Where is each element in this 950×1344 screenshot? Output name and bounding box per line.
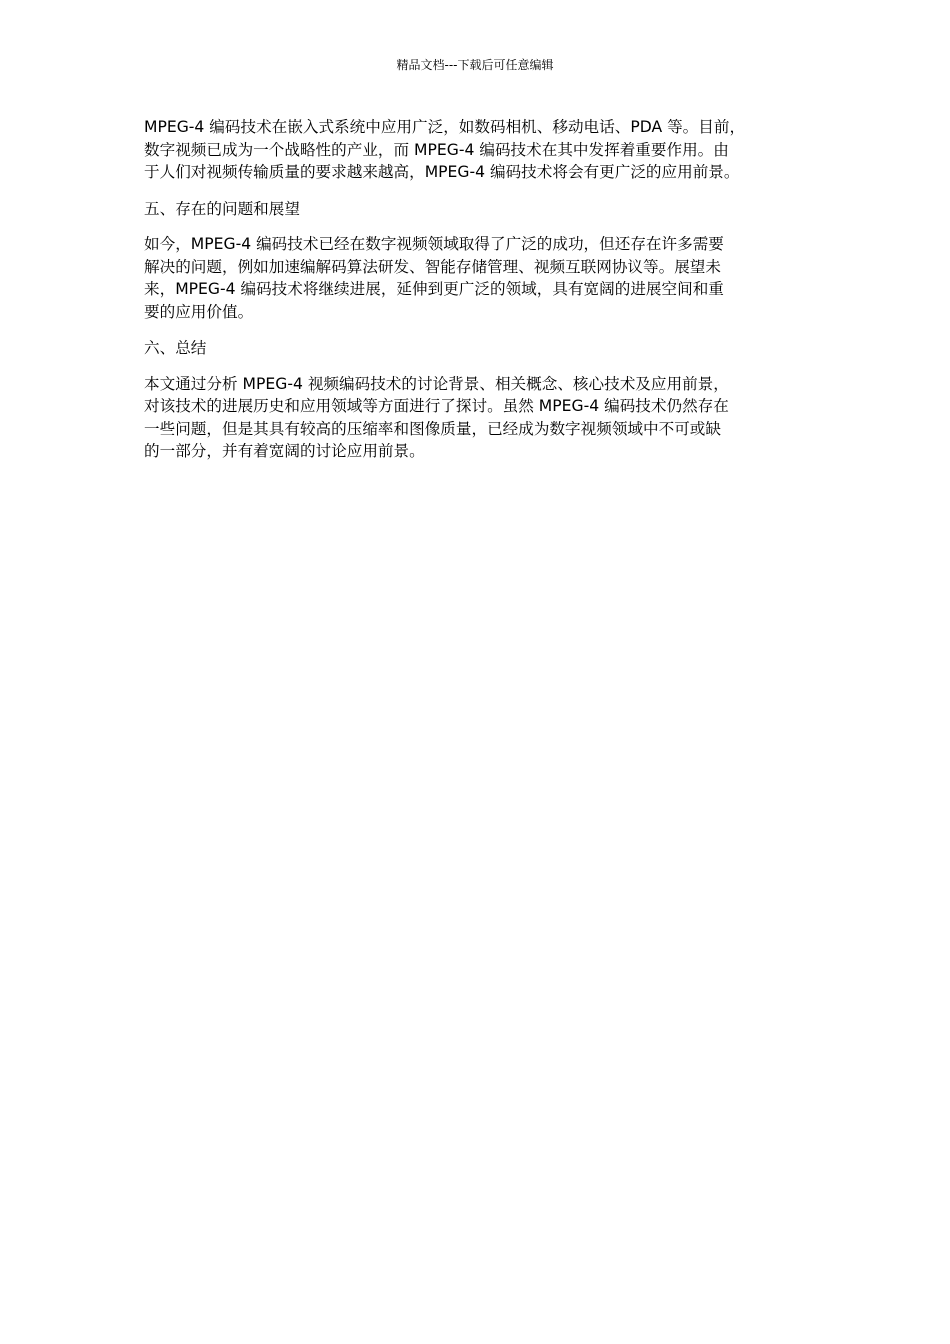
page-header: 精品文档---下载后可任意编辑 <box>396 58 554 72</box>
paragraph-line: 于人们对视频传输质量的要求越来越高，MPEG-4 编码技术将会有更广泛的应用前景。 <box>144 163 740 181</box>
paragraph-line: 如今，MPEG-4 编码技术已经在数字视频领域取得了广泛的成功，但还存在许多需要 <box>144 235 724 253</box>
paragraph-line: 数字视频已成为一个战略性的产业，而 MPEG-4 编码技术在其中发挥着重要作用。由 <box>144 140 729 159</box>
paragraph-problems-outlook <box>144 233 809 323</box>
paragraph-line: 对该技术的进展历史和应用领域等方面进行了探讨。虽然 MPEG-4 编码技术仍然存在 <box>144 397 729 415</box>
section-heading-problems-outlook: 五、存在的问题和展望 <box>144 199 300 218</box>
document-body <box>144 116 809 477</box>
section-heading-summary: 六、总结 <box>144 339 207 357</box>
paragraph-line: 本文通过分析 MPEG-4 视频编码技术的讨论背景、相关概念、核心技术及应用前景， <box>144 374 729 393</box>
paragraph-summary <box>144 373 809 463</box>
paragraph-line: 的一部分，并有着宽阔的讨论应用前景。 <box>144 442 425 460</box>
paragraph-line: 要的应用价值。 <box>144 302 254 321</box>
paragraph-applications <box>144 116 809 184</box>
paragraph-line: MPEG-4 编码技术在嵌入式系统中应用广泛，如数码相机、移动电话、PDA 等。目前， <box>144 118 746 136</box>
paragraph-line: 一些问题，但是其具有较高的压缩率和图像质量，已经成为数字视频领域中不可或缺 <box>144 419 721 438</box>
paragraph-line: 来，MPEG-4 编码技术将继续进展，延伸到更广泛的领域，具有宽阔的进展空间和重 <box>144 280 724 298</box>
paragraph-line: 解决的问题，例如加速编解码算法研发、智能存储管理、视频互联网协议等。展望未 <box>144 257 721 276</box>
